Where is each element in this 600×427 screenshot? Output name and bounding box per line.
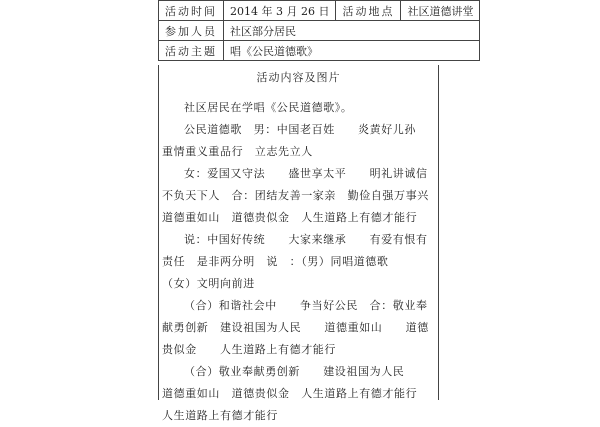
content-paragraph: （合）敬业奉献勇创新 建设祖国为人民 道德重如山 道德贵似金 人生道路上有德才能行 人生道路上有德才能行 xyxy=(162,365,429,422)
participants-value: 社区部分居民 xyxy=(224,21,480,41)
row-time-place xyxy=(159,1,480,21)
content-paragraph: （合）和谐社会中 争当好公民 合：敬业奉献勇创新 建设祖国为人民 道德重如山 道德贵似金 人生道路上有德才能行 xyxy=(162,299,429,356)
content-section xyxy=(158,65,453,422)
theme-label: 活动主题 xyxy=(159,41,224,61)
row-participants xyxy=(159,21,480,41)
content-paragraph: 社区居民在学唱《公民道德歌》。 xyxy=(184,101,353,114)
content-paragraph: 公民道德歌 男：中国老百姓 炎黄好儿孙 重情重义重品行 立志先立人 xyxy=(162,123,440,158)
theme-value: 唱《公民道德歌》 xyxy=(224,41,480,61)
activity-info-table xyxy=(158,0,480,61)
time-value: 2014 年 3 月 26 日 xyxy=(224,1,336,21)
row-theme xyxy=(159,41,480,61)
content-paragraph: 说：中国好传统 大家来继承 有爱有恨有责任 是非两分明 说 ：（男）同唱道德歌 （女）文明向前进 xyxy=(162,233,428,290)
place-label: 活动地点 xyxy=(336,1,401,21)
activity-record-sheet xyxy=(158,0,474,422)
time-label: 活动时间 xyxy=(159,1,224,21)
place-value: 社区道德讲堂 xyxy=(401,1,480,21)
content-title: 活动内容及图片 xyxy=(256,71,341,84)
participants-label: 参加人员 xyxy=(159,21,224,41)
content-paragraph: 女：爱国又守法 盛世享太平 明礼讲诚信 不负天下人 合：团结友善一家亲 勤俭自强万事兴 道德重如山 道德贵似金 人生道路上有德才能行 xyxy=(162,167,453,224)
